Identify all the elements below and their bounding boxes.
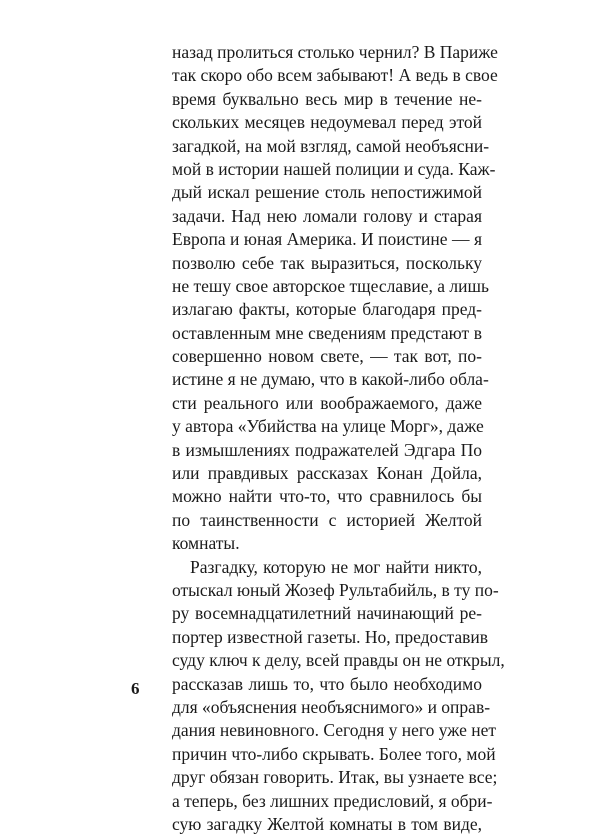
text-line: оставленным мне сведениям предстают в (172, 322, 482, 343)
text-line: друг обязан говорить. Итак, вы узнаете все; (172, 767, 498, 788)
text-line: отыскал юный Жозеф Рультабийль, в ту по- (172, 579, 499, 600)
text-line: рассказав лишь то, что было необходимо (172, 673, 482, 694)
text-line: сти реального или воображаемого, даже (172, 392, 482, 413)
text-line: совершенно новом свете, — так вот, по- (172, 346, 482, 367)
text-line: скольких месяцев недоумевал перед этой (172, 112, 482, 133)
text-line: а теперь, без лишних предисловий, я обри- (172, 790, 493, 811)
text-line: дания невиновного. Сегодня у него уже нет (172, 720, 497, 741)
text-line: загадкой, на мой взгляд, самой необъясни- (172, 135, 490, 156)
text-line: ру восемнадцатилетний начинающий ре- (172, 603, 482, 624)
text-line: дый искал решение столь непостижимой (172, 182, 482, 203)
text-line: или правдивых рассказах Конан Дойла, (172, 463, 482, 484)
text-line: причин что-либо скрывать. Более того, мой (172, 743, 496, 764)
text-line: по таинственности с историей Желтой (172, 509, 482, 530)
text-line: истине я не думаю, что в какой-либо обла- (172, 369, 489, 390)
text-line: Европа и юная Америка. И поистине — я (172, 229, 482, 250)
text-line: для «объяснения необъяснимого» и оправ- (172, 696, 491, 717)
page-number: 6 (131, 679, 140, 698)
text-line: в измышлениях подражателей Эдгара По (172, 439, 482, 460)
text-line: время буквально весь мир в течение не- (172, 88, 482, 109)
text-line: суду ключ к делу, всей правды он не открыл, (172, 650, 505, 671)
text-line: позволю себе так выразиться, поскольку (172, 252, 482, 273)
text-line: комнаты. (172, 533, 240, 554)
text-line: назад пролиться столько чернил? В Париже (172, 42, 498, 62)
text-line: мой в истории нашей полиции и суда. Каж- (172, 158, 496, 179)
text-line: задачи. Над нею ломали голову и старая (172, 205, 482, 226)
text-line: у автора «Убийства на улице Морг», даже (172, 416, 484, 437)
text-line: сую загадку Желтой комнаты в том виде, (172, 813, 482, 834)
text-line: излагаю факты, которые благодаря пред- (172, 299, 482, 320)
text-line: так скоро обо всем забывают! А ведь в свое (172, 65, 498, 86)
body-text (172, 41, 505, 836)
text-line: портер известной газеты. Но, предоставив (172, 626, 489, 647)
text-line: можно найти что-то, что сравнилось бы (172, 486, 482, 507)
text-line: Разгадку, которую не мог найти никто, (190, 556, 482, 577)
text-line: не тешу свое авторское тщеславие, а лишь (172, 275, 489, 296)
